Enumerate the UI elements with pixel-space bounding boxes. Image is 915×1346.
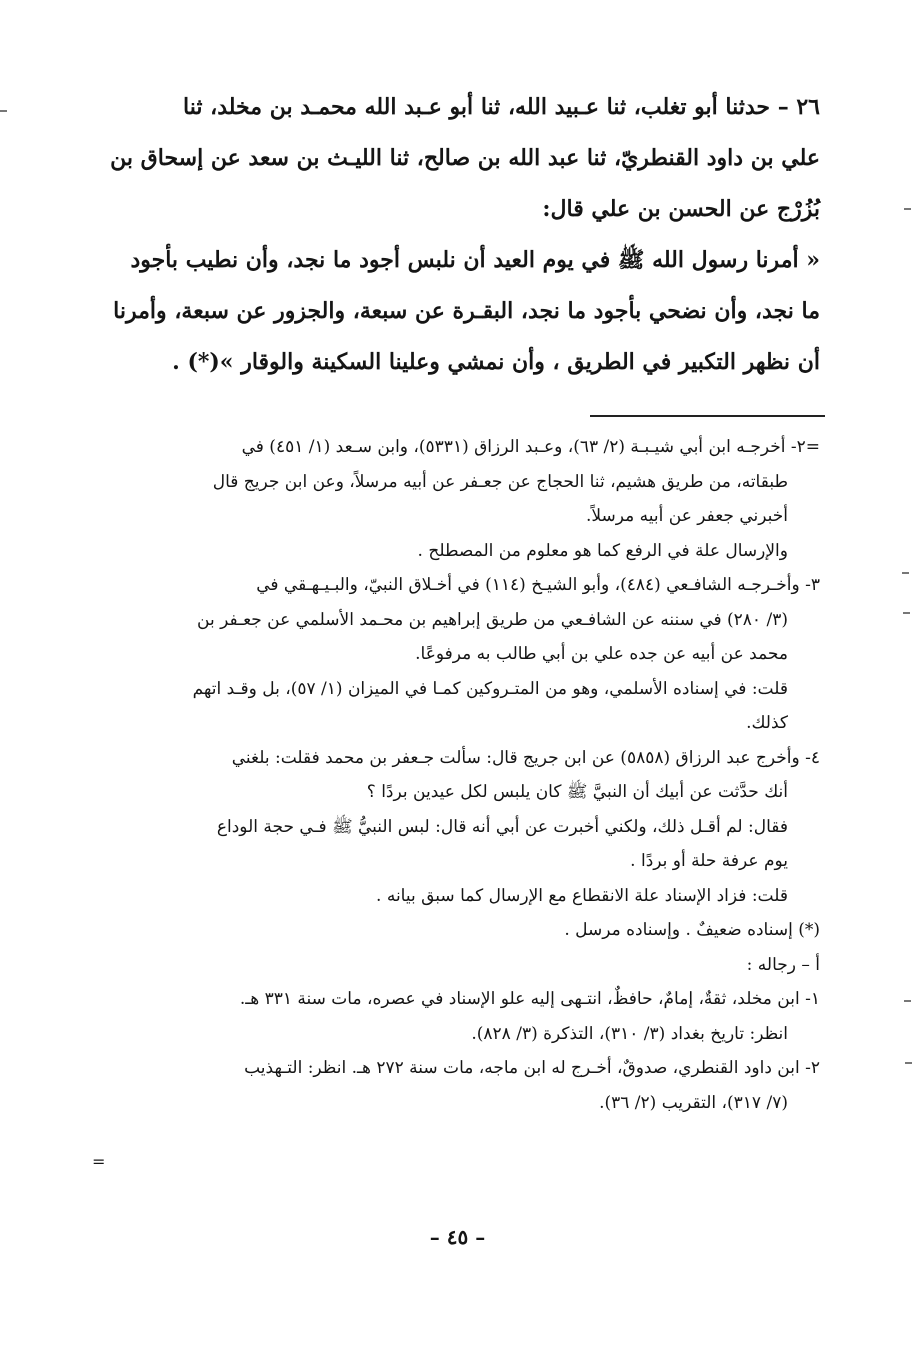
page-number: – ٤٥ – <box>429 1225 486 1249</box>
continuation-mark: = <box>92 1152 106 1171</box>
footnote-line: ٤- وأخرج عبد الرزاق (٥٨٥٨) عن ابن جريج قال: سألت جـعفر بن محمد فقلت: بلغني <box>231 747 820 768</box>
scan-edge-mark <box>905 1062 912 1064</box>
scan-edge-mark <box>904 1000 911 1002</box>
footnote-line: محمد عن أبيه عن جده علي بن أبي طالب به مرفوعًا. <box>415 644 788 664</box>
scan-edge-mark <box>903 612 910 614</box>
footnote-line: قلت: فزاد الإسناد علة الانقطاع مع الإرسال كما سبق بيانه . <box>376 885 788 906</box>
footnote-fn-4-answer <box>90 810 820 879</box>
hadith-line: ٢٦ – حدثنا أبو تغلب، ثنا عـبيد الله، ثنا أبو عـبد الله محمـد بن مخلد، ثنا <box>183 94 820 120</box>
footnote-line: انظر: تاريخ بغداد (٣/ ٣١٠)، التذكرة (٣/ ٨٢٨). <box>471 1023 788 1044</box>
footnote-fn-4 <box>90 741 820 810</box>
footnote-line: =٢- أخرجـه ابن أبي شيـبـة (٢/ ٦٣)، وعـبد الرزاق (٥٣٣١)، وابن سـعد (١/ ٤٥١) في <box>241 437 820 457</box>
footnote-line: والإرسال علة في الرفع كما هو معلوم من المصطلح . <box>417 540 788 561</box>
footnote-line: ٣- وأخـرجـه الشافـعي (٤٨٤)، وأبو الشيـخ (١١٤) في أخـلاق النبيّ، والبـيـهـقي في <box>256 575 820 595</box>
footnote-line: أ – رجاله : <box>746 954 820 975</box>
footnote-grade <box>90 913 820 948</box>
hadith-line: ما نجد، وأن نضحي بأجود ما نجد، البقـرة عن سبعة، والجزور عن سبعة، وأمرنا <box>113 298 820 324</box>
footnote-fn-3-note <box>90 672 820 741</box>
footnote-rijal-1 <box>90 982 820 1051</box>
footnote-line: (٧/ ٣١٧)، التقريب (٢/ ٣٦). <box>599 1092 788 1113</box>
footnote-line: قلت: في إسناده الأسلمي، وهو من المتـروكين كمـا في الميزان (١/ ٥٧)، بل وقـد اتهم <box>192 678 788 699</box>
footnote-divider <box>590 415 825 417</box>
footnote-fn-3 <box>90 568 820 672</box>
hadith-text <box>92 82 820 388</box>
footnote-fn-2-cont <box>90 430 820 534</box>
footnote-line: كذلك. <box>746 713 788 733</box>
scan-edge-mark <box>904 208 911 210</box>
scan-edge-mark <box>0 110 7 112</box>
footnote-rijal-2 <box>90 1051 820 1120</box>
hadith-line: علي بن داود القنطريّ، ثنا عبد الله بن صالح، ثنا الليـث بن سعد عن إسحاق بن <box>110 145 820 171</box>
hadith-line: بُزُرْج عن الحسن بن علي قال: <box>542 196 820 222</box>
footnotes <box>90 430 820 1120</box>
footnote-line: أنك حدَّثت عن أبيك أن النبيَّ ﷺ كان يلبس لكل عيدين بردًا ؟ <box>366 782 788 802</box>
footnote-line: فقال: لم أقـل ذلك، ولكني أخبرت عن أبي أنه قال: لبس النبيُّ ﷺ فـي حجة الوداع <box>216 816 788 837</box>
footnote-line: (*) إسناده ضعيفٌ . وإسناده مرسل . <box>564 920 820 940</box>
footnote-line: (٣/ ٢٨٠) في سننه عن الشافـعي من طريق إبراهيم بن محـمد الأسلمي عن جعـفر بن <box>197 609 788 630</box>
footnote-line: طبقاته، من طريق هشيم، ثنا الحجاج عن جعـفر عن أبيه مرسلاً، وعن ابن جريج قال <box>212 471 788 492</box>
scan-edge-mark <box>902 572 909 574</box>
footnote-line: ١- ابن مخلد، ثقةٌ، إمامٌ، حافظٌ، انتـهى إليه علو الإسناد في عصره، مات سنة ٣٣١ هـ. <box>239 989 820 1009</box>
footnote-section-heading <box>90 948 820 983</box>
footnote-fn-2-note <box>90 534 820 569</box>
footnote-line: يوم عرفة حلة أو بردًا . <box>630 851 788 871</box>
footnote-line: ٢- ابن داود القنطري، صدوقٌ، أخـرج له ابن ماجه، مات سنة ٢٧٢ هـ. انظر: التـهذيب <box>244 1058 820 1078</box>
hadith-line: أن نظهر التكبير في الطريق ، وأن نمشي وعلينا السكينة والوقار »(*) . <box>172 349 820 375</box>
hadith-line: « أمرنا رسول الله ﷺ في يوم العيد أن نلبس أجود ما نجد، وأن نطيب بأجود <box>130 247 820 273</box>
footnote-line: أخبرني جعفر عن أبيه مرسلاً. <box>585 506 788 526</box>
footnote-fn-4-note <box>90 879 820 914</box>
